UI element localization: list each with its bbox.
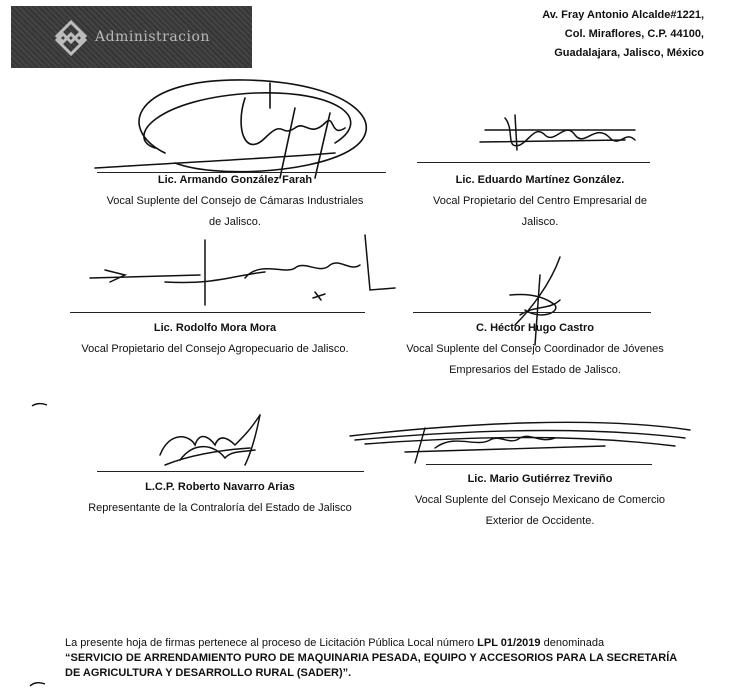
signatory-role: Empresarios del Estado de Jalisco. bbox=[449, 364, 621, 376]
footer-intro: La presente hoja de firmas pertenece al proceso de Licitación Pública Local número bbox=[65, 637, 478, 649]
address-line: Av. Fray Antonio Alcalde#1221, bbox=[542, 9, 704, 21]
address-line: Guadalajara, Jalisco, México bbox=[554, 47, 704, 59]
stray-mark bbox=[30, 400, 50, 410]
signatory-role: Exterior de Occidente. bbox=[485, 515, 595, 527]
signatory-hector bbox=[375, 318, 695, 381]
signatory-name: C. Héctor Hugo Castro bbox=[476, 322, 594, 334]
signatory-mario bbox=[380, 469, 700, 532]
signature-sheet-note bbox=[65, 636, 685, 681]
signature-eduardo bbox=[475, 110, 650, 160]
signatory-name: Lic. Armando González Farah bbox=[157, 174, 313, 186]
footer-mid: denominada bbox=[540, 637, 605, 649]
signatory-role: Representante de la Contraloría del Estado de Jalisco bbox=[88, 502, 352, 514]
signatory-name: Lic. Rodolfo Mora Mora bbox=[153, 322, 277, 334]
signatory-eduardo bbox=[385, 170, 695, 233]
signatory-rodolfo bbox=[55, 318, 375, 360]
address-block bbox=[542, 6, 704, 63]
signatory-name: L.C.P. Roberto Navarro Arias bbox=[145, 481, 295, 493]
signatory-role: Vocal Suplente del Consejo Mexicano de Comercio bbox=[414, 494, 666, 506]
signatory-armando bbox=[60, 170, 410, 233]
signature-line bbox=[97, 471, 364, 472]
signatory-role: Vocal Suplente del Consejo Coordinador de Jóvenes bbox=[406, 343, 664, 355]
logo-text: Administracion bbox=[95, 29, 210, 45]
institution-logo bbox=[11, 6, 252, 68]
address-line: Col. Miraflores, C.P. 44100, bbox=[564, 28, 704, 40]
signatory-roberto bbox=[55, 477, 385, 519]
signatory-name: Lic. Mario Gutiérrez Treviño bbox=[467, 473, 613, 485]
signature-line bbox=[417, 162, 650, 163]
signatory-role: Jalisco. bbox=[521, 216, 559, 228]
signatory-role: de Jalisco. bbox=[209, 216, 261, 228]
signatory-role: Vocal Suplente del Consejo de Cámaras Industriales bbox=[106, 195, 364, 207]
tender-number: LPL 01/2019 bbox=[477, 637, 541, 649]
signature-roberto bbox=[150, 410, 270, 475]
signature-rodolfo bbox=[85, 230, 395, 310]
tender-title: “SERVICIO DE ARRENDAMIENTO PURO DE MAQUINARIA PESADA, EQUIPO Y ACCESORIOS PARA LA SECRETARÍA DE AGRICULTURA Y DESARROLLO RURAL (SADER)”. bbox=[65, 652, 677, 679]
signature-line bbox=[70, 312, 365, 313]
logo-emblem-icon bbox=[51, 18, 91, 58]
signature-line bbox=[413, 312, 651, 313]
signatory-role: Vocal Propietario del Consejo Agropecuario de Jalisco. bbox=[81, 343, 349, 355]
signature-line bbox=[426, 464, 652, 465]
signatory-role: Vocal Propietario del Centro Empresarial de bbox=[432, 195, 647, 207]
signatory-name: Lic. Eduardo Martínez González. bbox=[455, 174, 625, 186]
signature-mario bbox=[345, 408, 695, 468]
